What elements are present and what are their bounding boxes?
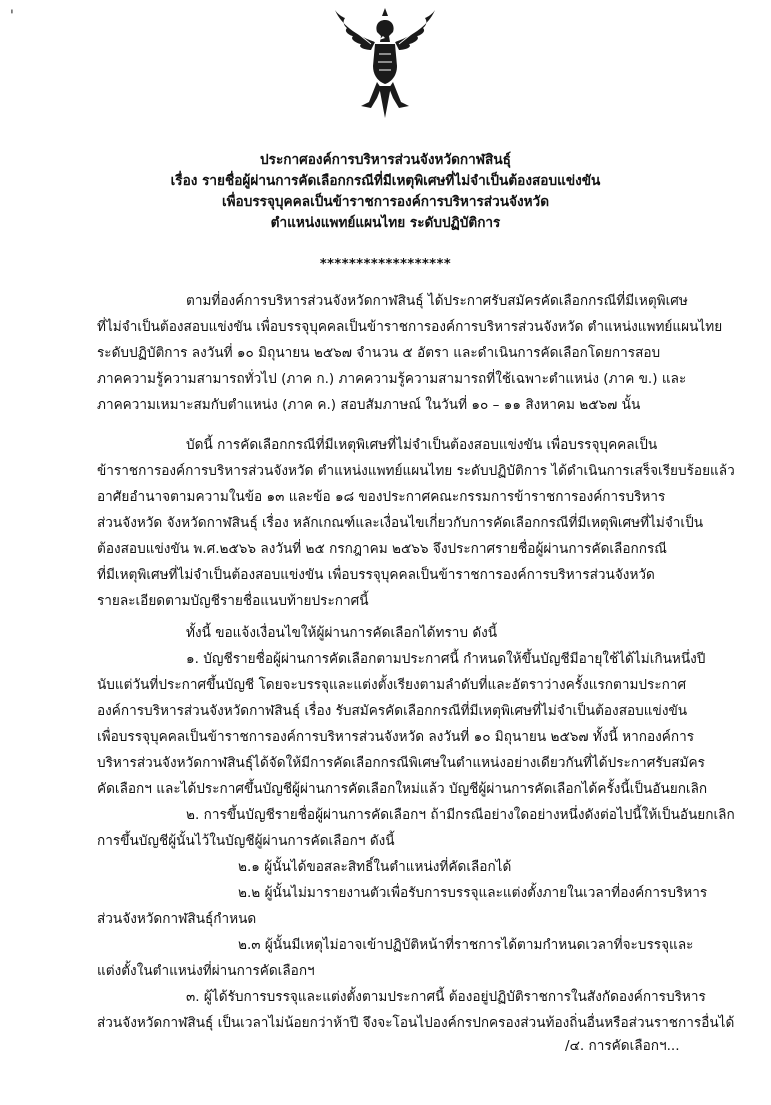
paragraph-line: เพื่อบรรจุบุคคลเป็นข้าราชการองค์การบริหารส่วนจังหวัด ลงวันที่ ๑๐ มิถุนายน ๒๕๖๗ ทั้งนี้ หากองค์การ (97, 729, 695, 745)
paragraph-line: ต้องสอบแข่งขัน พ.ศ.๒๕๖๖ ลงวันที่ ๒๕ กรกฎาคม ๒๕๖๖ จึงประกาศรายชื่อผู้ผ่านการคัดเลือกกรณี (97, 541, 667, 557)
paragraph-line: องค์การบริหารส่วนจังหวัดกาฬสินธุ์ เรื่อง รับสมัครคัดเลือกกรณีที่มีเหตุพิเศษที่ไม่จำเป็นต้องสอบแข่งขัน (97, 703, 688, 719)
paragraph-line: การขึ้นบัญชีผู้นั้นไว้ในบัญชีผู้ผ่านการคัดเลือกฯ ดังนี้ (97, 833, 395, 849)
garuda-emblem (331, 6, 439, 126)
condition-2-2: ๒.๒ ผู้นั้นไม่มารายงานตัวเพื่อรับการบรรจุและแต่งตั้งภายในเวลาที่องค์การบริหาร (238, 885, 708, 901)
header-separator: ****************** (319, 257, 452, 272)
condition-3: ๓. ผู้ได้รับการบรรจุและแต่งตั้งตามประกาศนี้ ต้องอยู่ปฏิบัติราชการในสังกัดองค์การบริหาร (186, 989, 706, 1005)
paragraph-line: ส่วนจังหวัดกาฬสินธุ์กำหนด (97, 911, 257, 927)
paragraph-line: รายละเอียดตามบัญชีรายชื่อแนบท้ายประกาศนี้ (97, 593, 369, 609)
paragraph-line: นับแต่วันที่ประกาศขึ้นบัญชี โดยจะบรรจุและแต่งตั้งเรียงตามลำดับที่และอัตราว่างครั้งแรกตามประกาศ (97, 677, 687, 693)
paragraph-line: ตามที่องค์การบริหารส่วนจังหวัดกาฬสินธุ์ ได้ประกาศรับสมัครคัดเลือกกรณีที่มีเหตุพิเศษ (186, 293, 688, 309)
paragraph-line: บริหารส่วนจังหวัดกาฬสินธุ์ได้จัดให้มีการคัดเลือกกรณีพิเศษในตำแหน่งอย่างเดียวกันที่ได้ประกาศรับสมัคร (97, 755, 705, 771)
paragraph-line: ภาคความรู้ความสามารถทั่วไป (ภาค ก.) ภาคความรู้ความสามารถที่ใช้เฉพาะตำแหน่ง (ภาค ข.) และ (97, 371, 687, 387)
condition-2: ๒. การขึ้นบัญชีรายชื่อผู้ผ่านการคัดเลือกฯ ถ้ามีกรณีอย่างใดอย่างหนึ่งดังต่อไปนี้ให้เป็นอันยกเลิก (186, 807, 735, 823)
scan-mark: ' (10, 8, 14, 24)
next-page-marker: /๔. การคัดเลือกฯ... (565, 1038, 680, 1054)
paragraph-line: ส่วนจังหวัด จังหวัดกาฬสินธุ์ เรื่อง หลักเกณฑ์และเงื่อนไขเกี่ยวกับการคัดเลือกกรณีที่มีเหตุพิเศษที่ไม่จำเป็น (97, 515, 703, 531)
paragraph-line: ที่ไม่จำเป็นต้องสอบแข่งขัน เพื่อบรรจุบุคคลเป็นข้าราชการองค์การบริหารส่วนจังหวัด ตำแหน่งแพทย์แผนไทย (97, 319, 723, 335)
paragraph-line: ข้าราชการองค์การบริหารส่วนจังหวัด ตำแหน่งแพทย์แผนไทย ระดับปฏิบัติการ ได้ดำเนินการเสร็จเรียบร้อยแล้ว (97, 463, 735, 479)
paragraph-line: คัดเลือกฯ และได้ประกาศขึ้นบัญชีผู้ผ่านการคัดเลือกใหม่แล้ว บัญชีผู้ผ่านการคัดเลือกได้ครั้งนี้เป็นอันยกเลิก (97, 781, 708, 797)
paragraph-line: ระดับปฏิบัติการ ลงวันที่ ๑๐ มิถุนายน ๒๕๖๗ จำนวน ๕ อัตรา และดำเนินการคัดเลือกโดยการสอบ (97, 345, 661, 361)
paragraph-line: บัดนี้ การคัดเลือกกรณีที่มีเหตุพิเศษที่ไม่จำเป็นต้องสอบแข่งขัน เพื่อบรรจุบุคคลเป็น (186, 437, 658, 453)
paragraph-line: อาศัยอำนาจตามความในข้อ ๑๓ และข้อ ๑๘ ของประกาศคณะกรรมการข้าราชการองค์การบริหาร (97, 489, 666, 505)
condition-2-1: ๒.๑ ผู้นั้นได้ขอสละสิทธิ์ในตำแหน่งที่คัดเลือกได้ (238, 859, 512, 875)
announcement-position: ตำแหน่งแพทย์แผนไทย ระดับปฏิบัติการ (270, 215, 501, 231)
condition-1: ๑. บัญชีรายชื่อผู้ผ่านการคัดเลือกตามประกาศนี้ กำหนดให้ขึ้นบัญชีมีอายุใช้ได้ไม่เกินหนึ่งปี (186, 651, 706, 667)
announcement-subject: เรื่อง รายชื่อผู้ผ่านการคัดเลือกกรณีที่มีเหตุพิเศษที่ไม่จำเป็นต้องสอบแข่งขัน (170, 173, 601, 189)
paragraph-line: ภาคความเหมาะสมกับตำแหน่ง (ภาค ค.) สอบสัมภาษณ์ ในวันที่ ๑๐ – ๑๑ สิงหาคม ๒๕๖๗ นั้น (97, 397, 641, 413)
paragraph-line: แต่งตั้งในตำแหน่งที่ผ่านการคัดเลือกฯ (97, 963, 315, 979)
condition-2-3: ๒.๓ ผู้นั้นมีเหตุไม่อาจเข้าปฏิบัติหน้าที่ราชการได้ตามกำหนดเวลาที่จะบรรจุและ (238, 937, 694, 953)
announcement-subject-line-2: เพื่อบรรจุบุคคลเป็นข้าราชการองค์การบริหารส่วนจังหวัด (221, 194, 550, 210)
conditions-intro: ทั้งนี้ ขอแจ้งเงื่อนไขให้ผู้ผ่านการคัดเลือกได้ทราบ ดังนี้ (186, 625, 498, 641)
paragraph-line: ส่วนจังหวัดกาฬสินธุ์ เป็นเวลาไม่น้อยกว่าห้าปี จึงจะโอนไปองค์กรปกครองส่วนท้องถิ่นอื่นหรือส่วนราชการอื่นได้ (97, 1015, 735, 1031)
announcement-title: ประกาศองค์การบริหารส่วนจังหวัดกาฬสินธุ์ (260, 152, 511, 168)
paragraph-line: ที่มีเหตุพิเศษที่ไม่จำเป็นต้องสอบแข่งขัน เพื่อบรรจุบุคคลเป็นข้าราชการองค์การบริหารส่วนจังหวัด (97, 567, 655, 583)
